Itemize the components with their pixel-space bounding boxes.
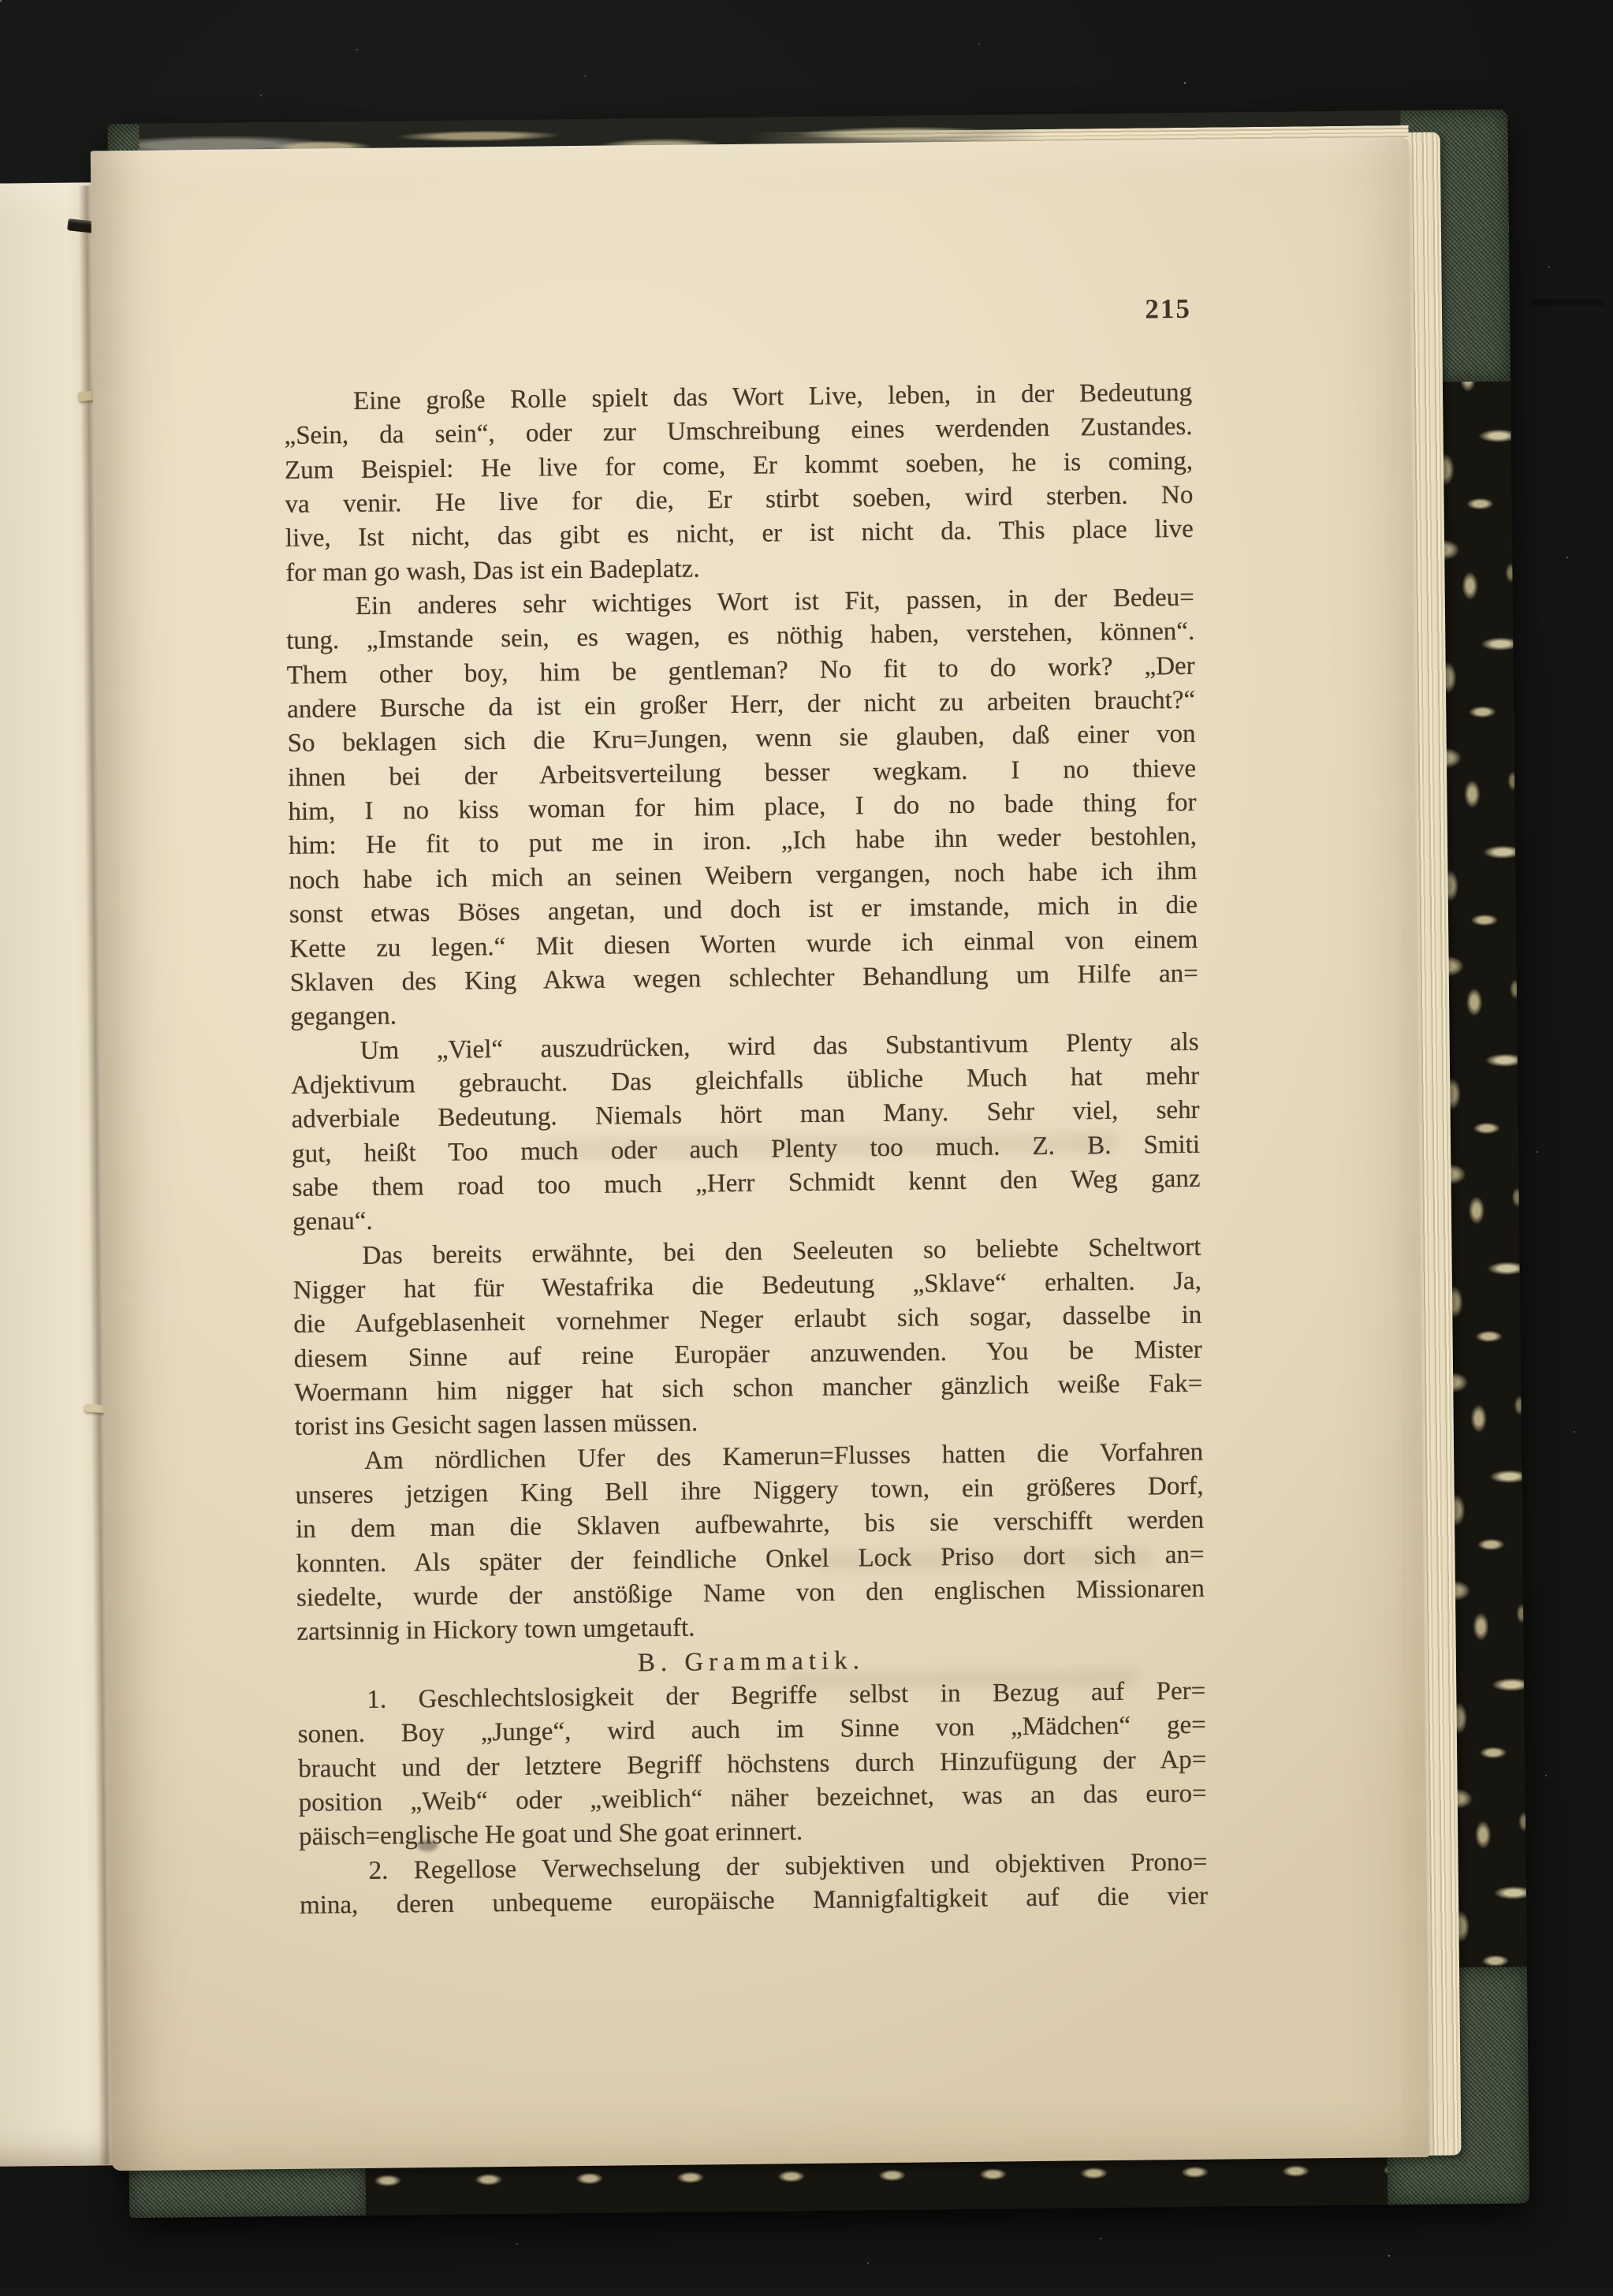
text-line: Zum Beispiel: He live for come, Er kommt soeben, he is coming, [284,446,1194,485]
text-line: gegangen. [290,1001,397,1032]
text-line: 2. Regellose Verwechselung der subjektiven und objektiven Prono= [368,1847,1208,1885]
text-line: diesem Sinne auf reine Europäer anzuwenden. You be Mister [293,1335,1202,1374]
text-line: for man go wash, Das ist ein Badeplatz. [285,554,700,587]
text-line: sabe them road too much „Herr Schmidt kennt den Weg ganz [292,1164,1201,1202]
book-page [91,137,1430,2171]
text-line: sonen. Boy „Junge“, wird auch im Sinne von „Mädchen“ ge= [297,1711,1206,1750]
text-line: him: He fit to put me in iron. „Ich habe ihn weder bestohlen, [288,822,1198,861]
text-line: torist ins Gesicht sagen lassen müssen. [294,1408,698,1442]
text-line: adverbiale Bedeutung. Niemals hört man Many. Sehr viel, sehr [291,1095,1200,1135]
text-line: mina, deren unbequeme europäische Mannigfaltigkeit auf die vier [299,1881,1209,1920]
section-heading: B. Grammatik. [637,1646,866,1677]
text-line: Am nördlichen Ufer des Kamerun=Flusses hatten die Vorfahren [363,1437,1204,1475]
text-line: braucht und der letztere Begriff höchstens durch Hinzufügung der Ap= [298,1745,1207,1784]
text-line: die Aufgeblasenheit vornehmer Neger erlaubt sich sogar, dasselbe in [293,1301,1202,1340]
dust-specks [0,0,2,2]
text-line: Um „Viel“ auszudrücken, wird das Substantivum Plenty als [359,1027,1199,1065]
text-line: Sklaven des King Akwa wegen schlechter Behandlung um Hilfe an= [289,959,1198,997]
text-line: konnten. Als später der feindliche Onkel Lock Priso dort sich an= [296,1540,1205,1578]
text-line: genau“. [292,1207,373,1237]
text-line: Nigger hat für Westafrika die Bedeutung „Sklave“ erhalten. Ja, [292,1266,1202,1305]
text-line: live, Ist nicht, das gibt es nicht, er ist nicht da. This place live [285,515,1194,554]
text-line: Das bereits erwähnte, bei den Seeleuten so beliebte Scheltwort [362,1232,1201,1270]
text-line: noch habe ich mich an seinen Weibern vergangen, noch habe ich ihm [289,856,1198,895]
text-line: Adjektivum gebraucht. Das gleichfalls übliche Much hat mehr [291,1061,1200,1100]
text-line: So beklagen sich die Kru=Jungen, wenn sie glauben, daß einer von [287,720,1196,758]
text-line: sonst etwas Böses angetan, und doch ist er imstande, mich in die [289,890,1198,930]
text-line: andere Bursche da ist ein großer Herr, der nicht zu arbeiten braucht?“ [287,685,1196,724]
text-line: Kette zu legen.“ Mit diesen Worten wurde ich einmal von einem [289,925,1198,964]
text-line: „Sein, da sein“, oder zur Umschreibung eines werdenden Zustandes. [284,412,1193,451]
text-line: position „Weib“ oder „weiblich“ näher bezeichnet, was an das euro= [298,1779,1207,1817]
text-block [284,376,1208,1923]
text-line: Woermann him nigger hat sich schon mancher gänzlich weiße Fak= [294,1369,1203,1407]
text-line: päisch=englische He goat und She goat erinnert. [298,1817,803,1852]
text-line: ihnen bei der Arbeitsverteilung besser wegkam. I no thieve [287,754,1197,792]
text-line: Them other boy, him be gentleman? No fit to do work? „Der [286,651,1195,690]
page-number: 215 [1145,293,1192,325]
text-line: tung. „Imstande sein, es wagen, es nöthig haben, verstehen, können“. [286,617,1195,656]
text-line: Eine große Rolle spielt das Wort Live, leben, in der Bedeutung [352,378,1193,416]
text-line: him, I no kiss woman for him place, I do no bade thing for [288,788,1197,826]
text-line: va venir. He live for die, Er stirbt soeben, wird sterben. No [285,480,1194,519]
text-line: 1. Geschlechtslosigkeit der Begriffe selbst in Bezug auf Per= [367,1676,1206,1714]
text-line: zartsinnig in Hickory town umgetauft. [296,1613,695,1647]
text-line: gut, heißt Too much oder auch Plenty too much. Z. B. Smiti [291,1130,1201,1168]
text-line: unseres jetzigen King Bell ihre Niggery town, ein größeres Dorf, [295,1471,1204,1510]
text-line: siedelte, wurde der anstößige Name von den englischen Missionaren [296,1574,1205,1612]
text-line: Ein anderes sehr wichtiges Wort ist Fit, passen, in der Bedeu= [355,583,1194,621]
text-line: in dem man die Sklaven aufbewahrte, bis sie verschifft werden [295,1506,1205,1545]
